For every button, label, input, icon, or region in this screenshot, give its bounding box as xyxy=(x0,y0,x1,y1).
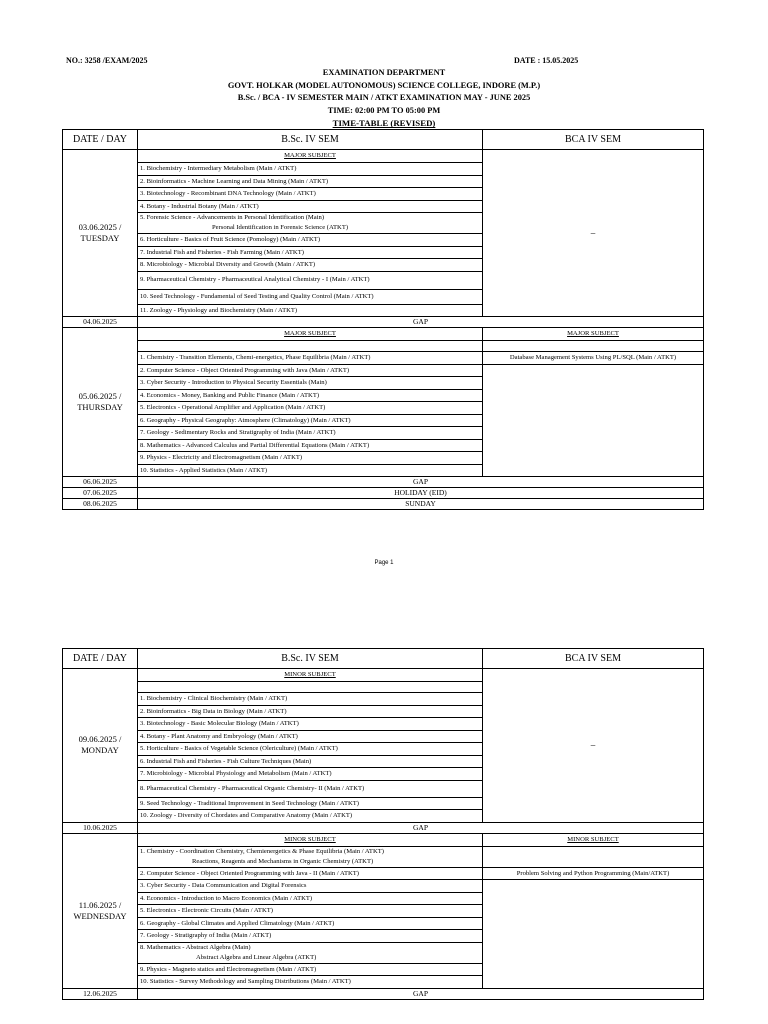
date-cell: 05.06.2025 / THURSDAY xyxy=(63,328,138,477)
bca-cell: – xyxy=(483,669,704,823)
major-subject-label: MAJOR SUBJECT xyxy=(138,150,483,163)
bca-major-subject-label: MAJOR SUBJECT xyxy=(483,328,704,341)
subject-row: 4. Botany - Industrial Botany (Main / ATKT) xyxy=(138,200,483,213)
subject-row: 10. Statistics - Survey Methodology and Sampling Distributions (Main / ATKT) xyxy=(138,976,483,989)
bca-subject: Database Management Systems Using PL/SQL (Main / ATKT) xyxy=(483,352,704,365)
bca-cell: – xyxy=(483,150,704,317)
gap-row: 10.06.2025 GAP xyxy=(63,822,704,833)
subject-row: 2. Bioinformatics - Big Data in Biology (Main / ATKT) xyxy=(138,705,483,718)
subject-row: 11. Zoology - Physiology and Biochemistry (Main / ATKT) xyxy=(138,304,483,317)
minor-subject-label: MINOR SUBJECT xyxy=(138,833,483,846)
col-bca: BCA IV SEM xyxy=(483,130,704,150)
exam-time: TIME: 02:00 PM TO 05:00 PM xyxy=(327,105,441,115)
subject-row: 10. Zoology - Diversity of Chordates and Comparative Anatomy (Main / ATKT) xyxy=(138,810,483,823)
table-header-row xyxy=(63,649,704,669)
subject-row: 1. Biochemistry - Clinical Biochemistry (Main / ATKT) xyxy=(138,693,483,706)
table-header-row xyxy=(63,130,704,150)
subject-row: 7. Industrial Fish and Fisheries - Fish Farming (Main / ATKT) xyxy=(138,246,483,259)
subject-row: 1. Chemistry - Coordination Chemistry, Chemienergetics & Phase Equilibria (Main / ATKT) Reactions, Reagents and Mechanisms in Organic Chemistry (ATKT) xyxy=(138,846,483,867)
col-bsc: B.Sc. IV SEM xyxy=(138,130,483,150)
subject-row: 9. Pharmaceutical Chemistry - Pharmaceutical Analytical Chemistry - I (Main / ATKT) xyxy=(138,271,483,289)
subject-row: 9. Physics - Electricity and Electromagnetism (Main / ATKT) xyxy=(138,452,483,465)
issue-date: DATE : 15.05.2025 xyxy=(514,56,579,65)
col-bca: BCA IV SEM xyxy=(483,649,704,669)
date-cell: 03.06.2025 / TUESDAY xyxy=(63,150,138,317)
major-subject-label: MAJOR SUBJECT xyxy=(138,328,483,341)
subject-row: 7. Geology - Sedimentary Rocks and Stratigraphy of India (Main / ATKT) xyxy=(138,427,483,440)
subject-row: 10. Statistics - Applied Statistics (Main / ATKT) xyxy=(138,464,483,477)
gap-row: 12.06.2025 GAP xyxy=(63,988,704,999)
subject-row: 8. Pharmaceutical Chemistry - Pharmaceutical Organic Chemistry- II (Main / ATKT) xyxy=(138,780,483,797)
subject-row: 3. Biotechnology - Basic Molecular Biology (Main / ATKT) xyxy=(138,718,483,731)
subject-row: 2. Bioinformatics - Machine Learning and Data Mining (Main / ATKT) xyxy=(138,175,483,188)
subject-row: 5. Electronics - Operational Amplifier and Application (Main / ATKT) xyxy=(138,402,483,415)
subject-row: 7. Microbiology - Microbial Physiology and Metabolism (Main / ATKT) xyxy=(138,768,483,781)
col-bsc: B.Sc. IV SEM xyxy=(138,649,483,669)
minor-subject-label: MINOR SUBJECT xyxy=(138,669,483,682)
bca-subject: Problem Solving and Python Programming (Main/ATKT) xyxy=(483,867,704,880)
subject-row: 8. Mathematics - Abstract Algebra (Main) Abstract Algebra and Linear Algebra (ATKT) xyxy=(138,942,483,963)
holiday-row: 07.06.2025 HOLIDAY (EID) xyxy=(63,488,704,499)
subject-row: 6. Horticulture - Basics of Fruit Science (Pomology) (Main / ATKT) xyxy=(138,234,483,247)
bca-minor-subject-label: MINOR SUBJECT xyxy=(483,833,704,846)
date-cell: 09.06.2025 / MONDAY xyxy=(63,669,138,823)
col-date-day: DATE / DAY xyxy=(63,649,138,669)
subject-row: 10. Seed Technology - Fundamental of Seed Testing and Quality Control (Main / ATKT) xyxy=(138,289,483,304)
subject-row: 4. Botany - Plant Anatomy and Embryology (Main / ATKT) xyxy=(138,730,483,743)
timetable-title: TIME-TABLE (REVISED) xyxy=(332,118,436,129)
reference-number: NO.: 3258 /EXAM/2025 xyxy=(66,56,148,65)
timetable-page-1 xyxy=(62,129,704,510)
subject-row: 3. Biotechnology - Recombinant DNA Technology (Main / ATKT) xyxy=(138,188,483,201)
subject-row: 1. Chemistry - Transition Elements, Chemi-energetics, Phase Equilibria (Main / ATKT) xyxy=(138,352,483,365)
page-number: Page 1 xyxy=(374,560,394,566)
gap-row: 04.06.2025 GAP xyxy=(63,317,704,328)
subject-row: 5. Horticulture - Basics of Vegetable Science (Olericulture) (Main / ATKT) xyxy=(138,743,483,756)
subject-row: 3. Cyber Security - Introduction to Physical Security Essentials (Main) xyxy=(138,377,483,390)
subject-row: 1. Biochemistry - Intermediary Metabolism (Main / ATKT) xyxy=(138,163,483,176)
subject-row: 6. Industrial Fish and Fisheries - Fish Culture Techniques (Main) xyxy=(138,755,483,768)
sunday-row: 08.06.2025 SUNDAY xyxy=(63,499,704,510)
subject-row: 6. Geography - Physical Geography: Atmosphere (Climatology) (Main / ATKT) xyxy=(138,414,483,427)
subject-row: 6. Geography - Global Climates and Applied Climatology (Main / ATKT) xyxy=(138,917,483,930)
subject-row: 9. Seed Technology - Traditional Improvement in Seed Technology (Main / ATKT) xyxy=(138,797,483,810)
col-date-day: DATE / DAY xyxy=(63,130,138,150)
subject-row: 9. Physics - Magneto statics and Electromagnetism (Main / ATKT) xyxy=(138,963,483,976)
department-name: EXAMINATION DEPARTMENT xyxy=(322,68,446,77)
subject-row: 2. Computer Science - Object Oriented Programming with Java - II (Main / ATKT) xyxy=(138,867,483,880)
subject-row: 3. Cyber Security - Data Communication and Digital Forensics xyxy=(138,880,483,893)
subject-row: 8. Mathematics - Advanced Calculus and Partial Differential Equations (Main / ATKT) xyxy=(138,439,483,452)
college-name: GOVT. HOLKAR (MODEL AUTONOMOUS) SCIENCE COLLEGE, INDORE (M.P.) xyxy=(227,80,541,90)
gap-row: 06.06.2025 GAP xyxy=(63,477,704,488)
exam-title: B.Sc. / BCA - IV SEMESTER MAIN / ATKT EXAMINATION MAY - JUNE 2025 xyxy=(237,93,531,103)
subject-row: 2. Computer Science - Object Oriented Programming with Java (Main / ATKT) xyxy=(138,364,483,377)
subject-row: 7. Geology - Stratigraphy of India (Main / ATKT) xyxy=(138,930,483,943)
document-header xyxy=(0,67,768,130)
date-cell: 11.06.2025 / WEDNESDAY xyxy=(63,833,138,988)
subject-row: 5. Forensic Science - Advancements in Personal Identification (Main) Personal Identification in Forensic Science (ATKT) xyxy=(138,213,483,234)
timetable-page-2 xyxy=(62,648,704,1000)
subject-row: 4. Economics - Introduction to Macro Economics (Main / ATKT) xyxy=(138,892,483,905)
subject-row: 5. Electronics - Electronic Circuits (Main / ATKT) xyxy=(138,905,483,918)
subject-row: 8. Microbiology - Microbial Diversity and Growth (Main / ATKT) xyxy=(138,259,483,272)
subject-row: 4. Economics - Money, Banking and Public Finance (Main / ATKT) xyxy=(138,389,483,402)
